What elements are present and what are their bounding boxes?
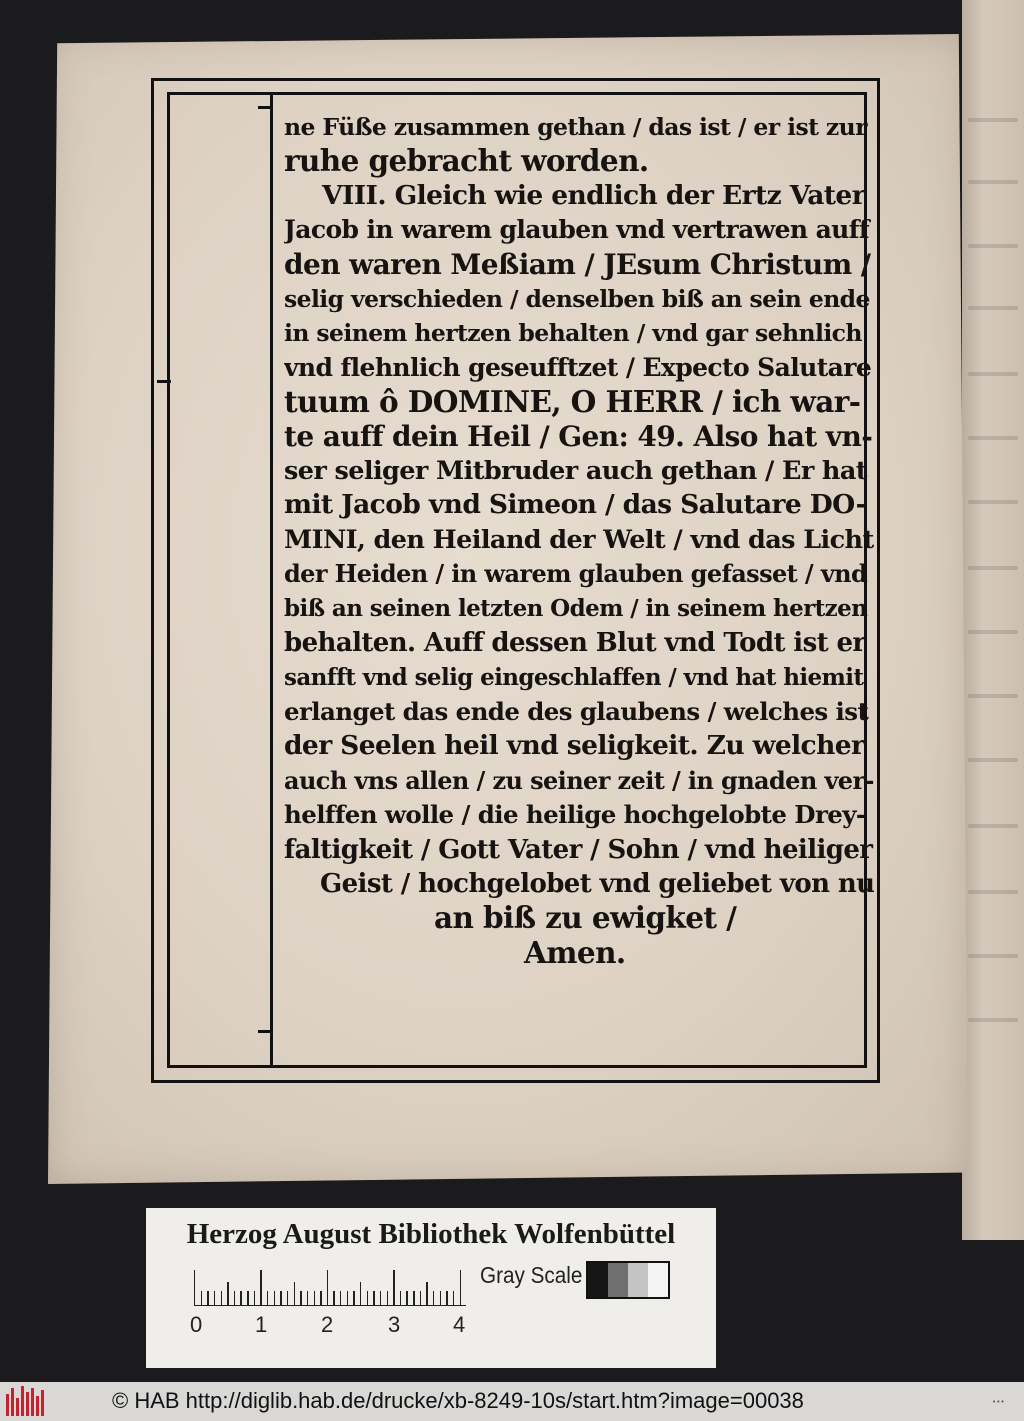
ruler-tick <box>387 1291 388 1306</box>
hab-barcode-logo-icon <box>6 1386 46 1416</box>
text-line: faltigkeit / Gott Vater / Sohn / vnd heiliger <box>284 834 873 865</box>
ruler-tick <box>240 1291 241 1306</box>
logo-bar <box>41 1390 44 1416</box>
page-text <box>284 110 874 970</box>
ruler-tick <box>221 1291 222 1306</box>
ruler-tick <box>420 1291 421 1306</box>
text-line: ser seliger Mitbruder auch gethan / Er hat <box>284 456 867 487</box>
ruler-tick <box>234 1291 235 1306</box>
ruler-tick <box>207 1291 208 1306</box>
grayscale-label: Gray Scale <box>480 1262 583 1288</box>
ruler-tick <box>314 1291 315 1306</box>
text-line: der Heiden / in warem glauben gefasset / vnd <box>284 559 868 589</box>
ruler-tick <box>280 1291 281 1306</box>
text-line: mit Jacob vnd Simeon / das Salutare DO- <box>284 489 867 521</box>
text-line: behalten. Auff dessen Blut vnd Todt ist er <box>284 628 866 659</box>
logo-bar <box>36 1396 39 1416</box>
grayscale-swatches <box>586 1261 670 1299</box>
logo-bar <box>26 1392 29 1416</box>
ruler-tick <box>201 1291 202 1306</box>
ruler-tick <box>260 1270 261 1306</box>
text-line: erlanget das ende des glaubens / welches ist <box>284 696 869 726</box>
page-frame-column-rule <box>270 92 273 1068</box>
ruler-tick <box>440 1291 441 1306</box>
ruler-tick <box>426 1282 427 1306</box>
grayscale-swatch <box>608 1263 628 1297</box>
ruler-tick <box>460 1270 461 1306</box>
ruler-tick <box>446 1291 447 1306</box>
ruler-tick <box>247 1291 248 1306</box>
grayscale-swatch <box>628 1263 648 1297</box>
ruler-tick <box>194 1270 195 1306</box>
ruler-tick <box>433 1291 434 1306</box>
text-line: sanfft vnd selig eingeschlaffen / vnd hat hiemit <box>284 663 864 691</box>
ruler-number: 0 <box>190 1312 203 1337</box>
text-line: VIII. Gleich wie endlich der Ertz Vater <box>322 179 866 211</box>
adjacent-page-edge <box>962 0 1024 1240</box>
logo-bar <box>31 1388 34 1416</box>
ruler-tick <box>300 1291 301 1306</box>
ruler-tick <box>327 1270 328 1306</box>
logo-bar <box>6 1394 9 1416</box>
ruler-tick <box>353 1291 354 1306</box>
ruler-tick <box>287 1291 288 1306</box>
ruler-tick <box>214 1291 215 1306</box>
grayscale-swatch <box>588 1263 608 1297</box>
page-frame-tick <box>258 1030 272 1033</box>
logo-bar <box>16 1398 19 1416</box>
ruler-tick <box>453 1291 454 1306</box>
ruler-tick <box>380 1291 381 1306</box>
text-line: te auff dein Heil / Gen: 49. Also hat vn- <box>284 419 873 453</box>
page-frame-tick <box>258 106 272 109</box>
logo-bar <box>11 1388 14 1416</box>
text-line: ne Füße zusammen gethan / das ist / er ist zur <box>284 113 867 141</box>
ruler-tick <box>393 1270 394 1306</box>
footer-bar <box>0 1382 1024 1421</box>
text-line: Geist / hochgelobet vnd geliebet von nu <box>320 868 874 899</box>
copyright-url[interactable]: © HAB http://diglib.hab.de/drucke/xb-8249-10s/start.htm?image=00038 <box>112 1388 804 1413</box>
text-line: auch vns allen / zu seiner zeit / in gnaden ver- <box>284 765 874 795</box>
page-frame-tick <box>157 380 171 383</box>
grayscale-swatch <box>648 1263 668 1297</box>
text-line: der Seelen heil vnd seligkeit. Zu welcher <box>284 730 865 762</box>
text-line: Amen. <box>524 935 626 970</box>
ruler-tick <box>340 1291 341 1306</box>
ruler-tick <box>400 1291 401 1306</box>
text-line: biß an seinen letzten Odem / in seinem hertzen <box>284 594 868 622</box>
ruler-tick <box>360 1282 361 1306</box>
ruler-tick <box>333 1291 334 1306</box>
ruler-tick <box>307 1291 308 1306</box>
text-line: helffen wolle / die heilige hochgelobte Drey- <box>284 800 866 830</box>
ruler-tick <box>227 1282 228 1306</box>
ruler-tick <box>367 1291 368 1306</box>
measurement-ruler <box>194 1266 466 1306</box>
ruler-tick <box>406 1291 407 1306</box>
ruler-tick <box>274 1291 275 1306</box>
color-reference-bar <box>146 1208 716 1368</box>
ruler-number: 3 <box>388 1312 401 1337</box>
text-line: an biß zu ewigket / <box>434 901 737 936</box>
library-name: Herzog August Bibliothek Wolfenbüttel <box>186 1218 676 1250</box>
footer-small-mark: ••• <box>992 1398 1005 1406</box>
ruler-tick <box>254 1291 255 1306</box>
logo-bar <box>21 1386 24 1416</box>
text-line: Jacob in warem glauben vnd vertrawen auff <box>284 215 870 245</box>
text-line: MINI, den Heiland der Welt / vnd das Licht <box>284 524 874 555</box>
ruler-tick <box>347 1291 348 1306</box>
ruler-tick <box>320 1291 321 1306</box>
ruler-tick <box>373 1291 374 1306</box>
ruler-number: 4 <box>453 1312 466 1337</box>
ruler-tick <box>294 1282 295 1306</box>
text-line: selig verschieden / denselben biß an sein ende <box>284 285 870 314</box>
ruler-number: 1 <box>255 1312 268 1337</box>
ruler-tick <box>413 1291 414 1306</box>
ruler-tick <box>267 1291 268 1306</box>
text-line: vnd flehnlich geseufftzet / Expecto Salutare <box>284 352 872 382</box>
text-line: tuum ô DOMINE, O HERR / ich war- <box>284 385 861 420</box>
text-line: den waren Meßiam / JEsum Christum / <box>284 247 871 281</box>
ruler-number: 2 <box>321 1312 334 1337</box>
text-line: ruhe gebracht worden. <box>284 144 649 179</box>
text-line: in seinem hertzen behalten / vnd gar sehnlich <box>284 319 862 348</box>
